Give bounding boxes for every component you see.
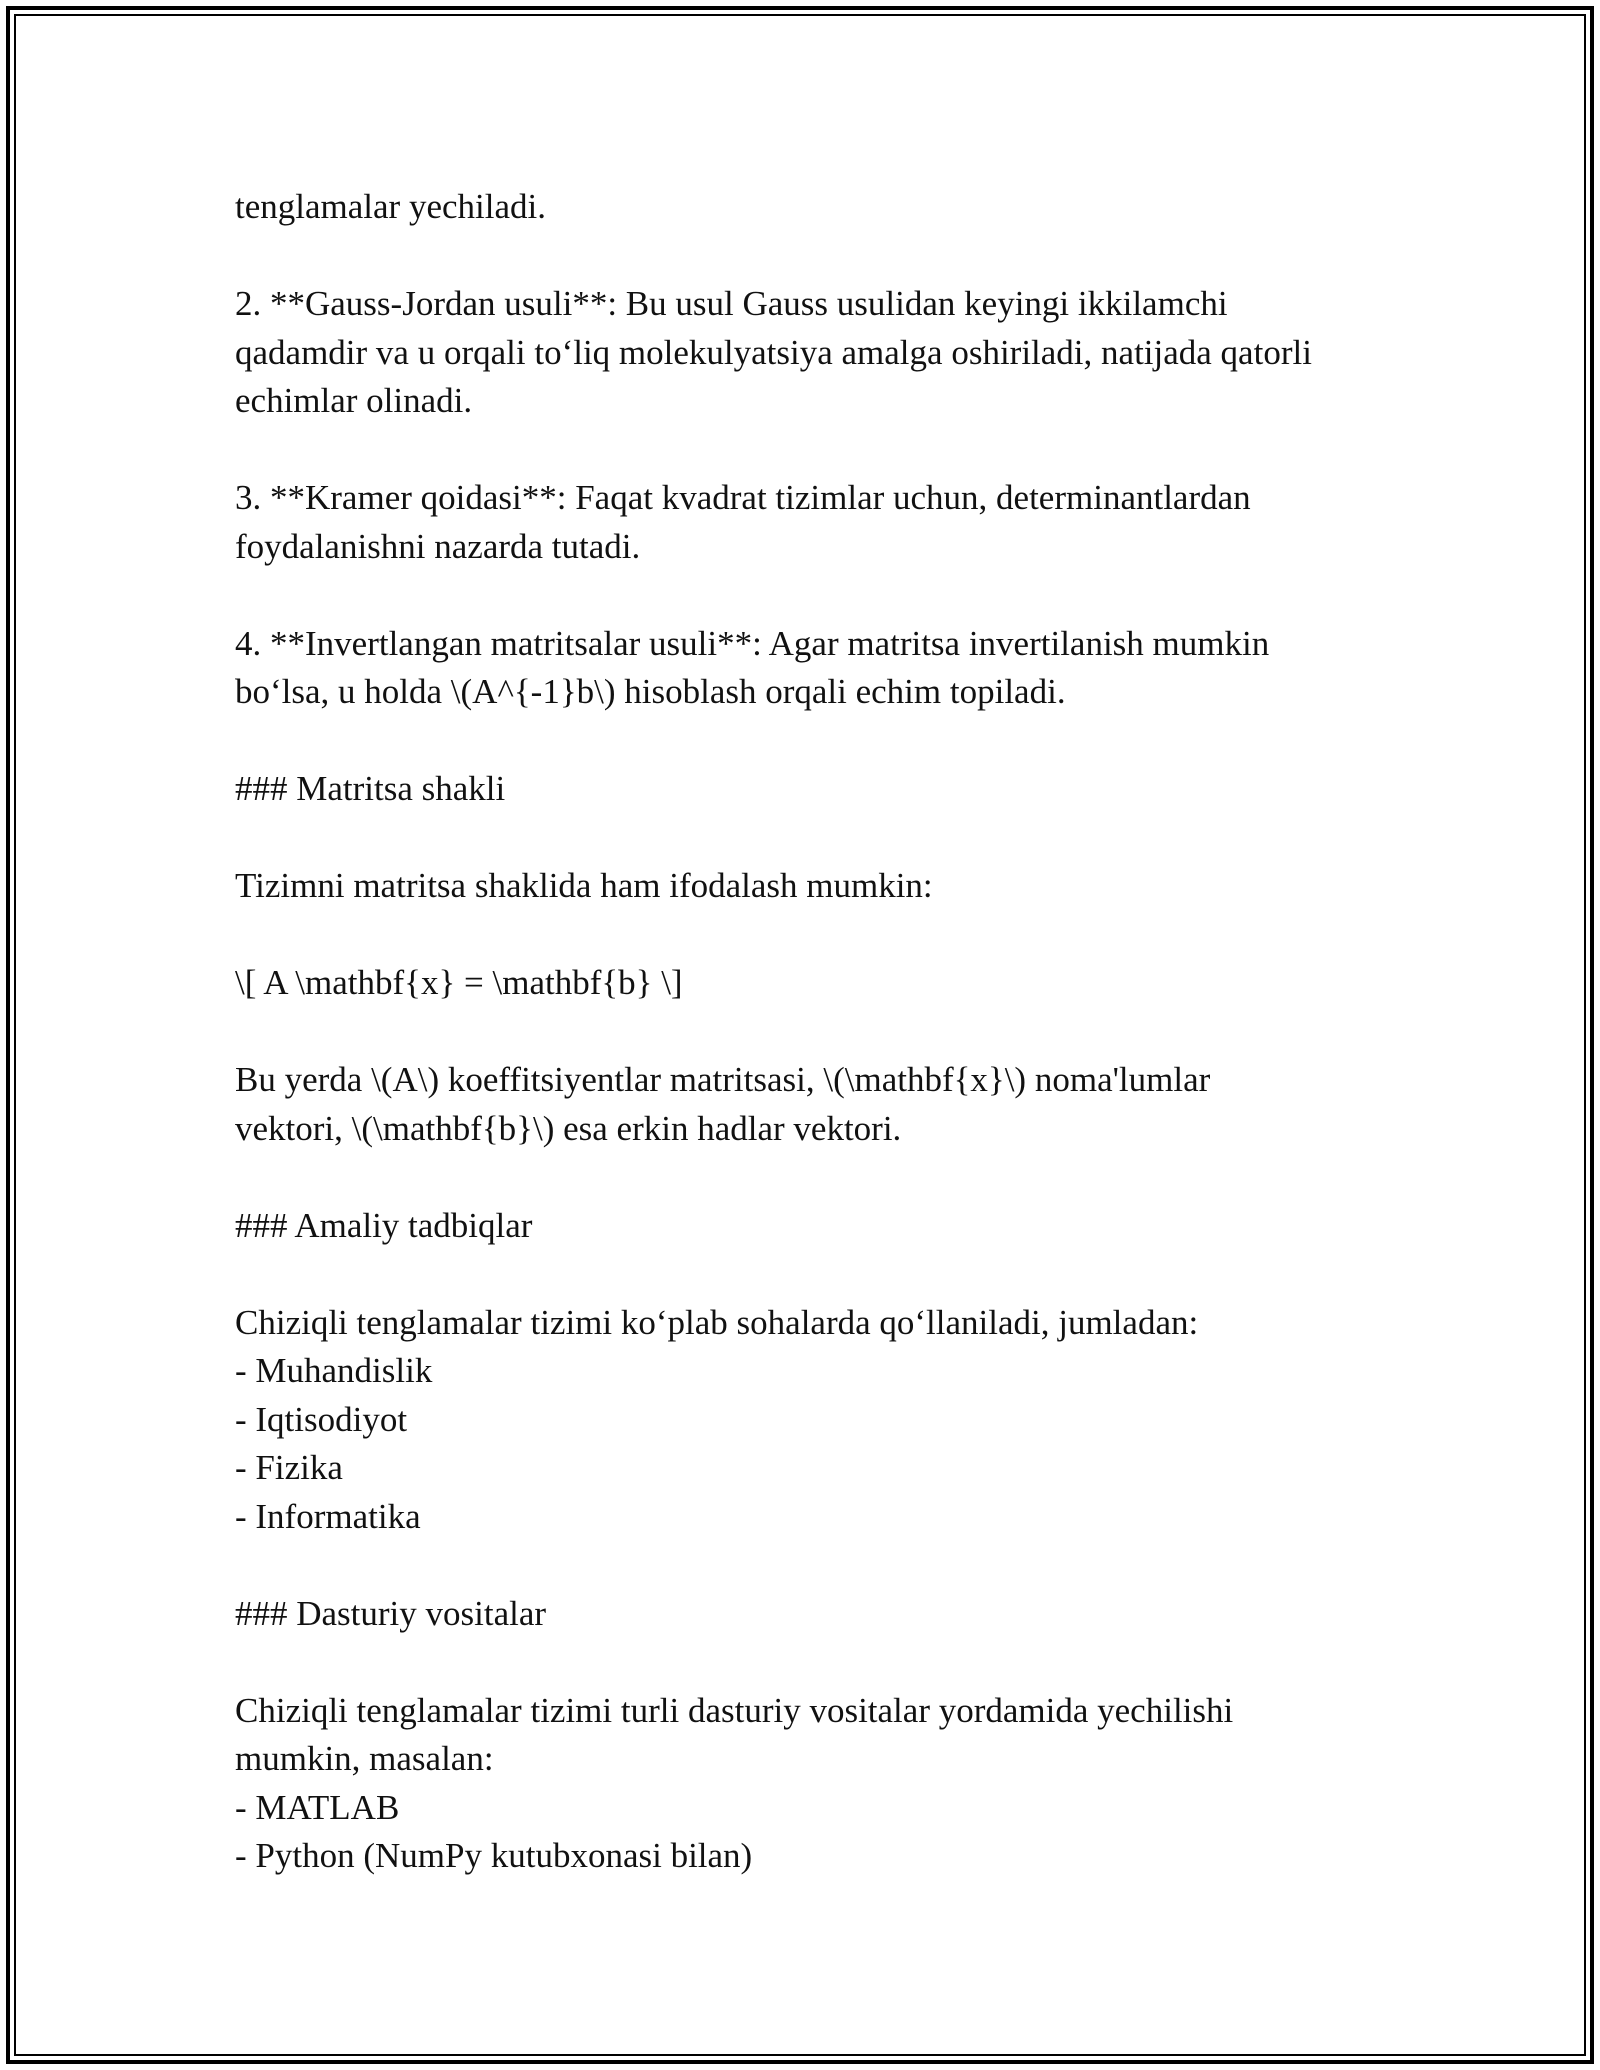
paragraph-line: Chiziqli tenglamalar tizimi turli dasturiy vositalar yordamida yechilishi	[235, 1690, 1234, 1730]
method-line: 3. **Kramer qoidasi**: Faqat kvadrat tizimlar uchun, determinantlardan	[235, 478, 1251, 517]
paragraph-gap	[235, 1153, 1395, 1202]
method-line: 2. **Gauss-Jordan usuli**: Bu usul Gauss usulidan keyingi ikkilamchi	[235, 284, 1228, 323]
paragraph-gap	[235, 1541, 1395, 1590]
software-list	[235, 1784, 1395, 1881]
method-line: foydalanishni nazarda tutadi.	[235, 526, 641, 566]
paragraph-line: Bu yerda \(A\) koeffitsiyentlar matritsasi, \(\mathbf{x}\) noma'lumlar	[235, 1060, 1211, 1099]
method-line: 4. **Invertlangan matritsalar usuli**: Agar matritsa invertilanish mumkin	[235, 623, 1270, 663]
list-item: - Muhandislik	[235, 1351, 433, 1390]
method-gauss-jordan	[235, 280, 1395, 426]
section-heading: ### Dasturiy vositalar	[235, 1593, 547, 1633]
paragraph: Chiziqli tenglamalar tizimi ko‘plab sohalarda qo‘llaniladi, jumladan:	[235, 1302, 1199, 1342]
paragraph-line: vektori, \(\mathbf{b}\) esa erkin hadlar vektori.	[235, 1108, 902, 1148]
method-inverse-matrix	[235, 620, 1395, 717]
method-line: bo‘lsa, u holda \(A^{-1}b\) hisoblash orqali echim topiladi.	[235, 672, 1066, 711]
method-line: echimlar olinadi.	[235, 381, 473, 420]
method-line: qadamdir va u orqali to‘liq molekulyatsiya amalga oshiriladi, natijada qatorli	[235, 332, 1312, 372]
paragraph-gap	[235, 717, 1395, 766]
section-heading: ### Matritsa shakli	[235, 769, 506, 808]
formula: \[ A \mathbf{x} = \mathbf{b} \]	[235, 963, 683, 1002]
applications-list	[235, 1347, 1395, 1541]
matrix-explanation	[235, 1056, 1395, 1153]
document-body	[235, 183, 1395, 1881]
paragraph-gap	[235, 232, 1395, 281]
list-item: - MATLAB	[235, 1787, 400, 1827]
software-intro	[235, 1687, 1395, 1784]
list-item: - Fizika	[235, 1448, 343, 1487]
list-item: - Informatika	[235, 1496, 421, 1536]
list-item: - Python (NumPy kutubxonasi bilan)	[235, 1836, 753, 1875]
paragraph-gap	[235, 814, 1395, 863]
paragraph-gap	[235, 571, 1395, 620]
paragraph-gap	[235, 1250, 1395, 1299]
method-kramer	[235, 474, 1395, 571]
list-item: - Iqtisodiyot	[235, 1399, 408, 1439]
paragraph-gap	[235, 1638, 1395, 1687]
paragraph-gap	[235, 911, 1395, 960]
paragraph-line: mumkin, masalan:	[235, 1739, 494, 1778]
intro-line: tenglamalar yechiladi.	[235, 187, 546, 226]
paragraph: Tizimni matritsa shaklida ham ifodalash mumkin:	[235, 866, 933, 905]
paragraph-gap	[235, 1008, 1395, 1057]
paragraph-gap	[235, 426, 1395, 475]
section-heading: ### Amaliy tadbiqlar	[235, 1205, 533, 1245]
